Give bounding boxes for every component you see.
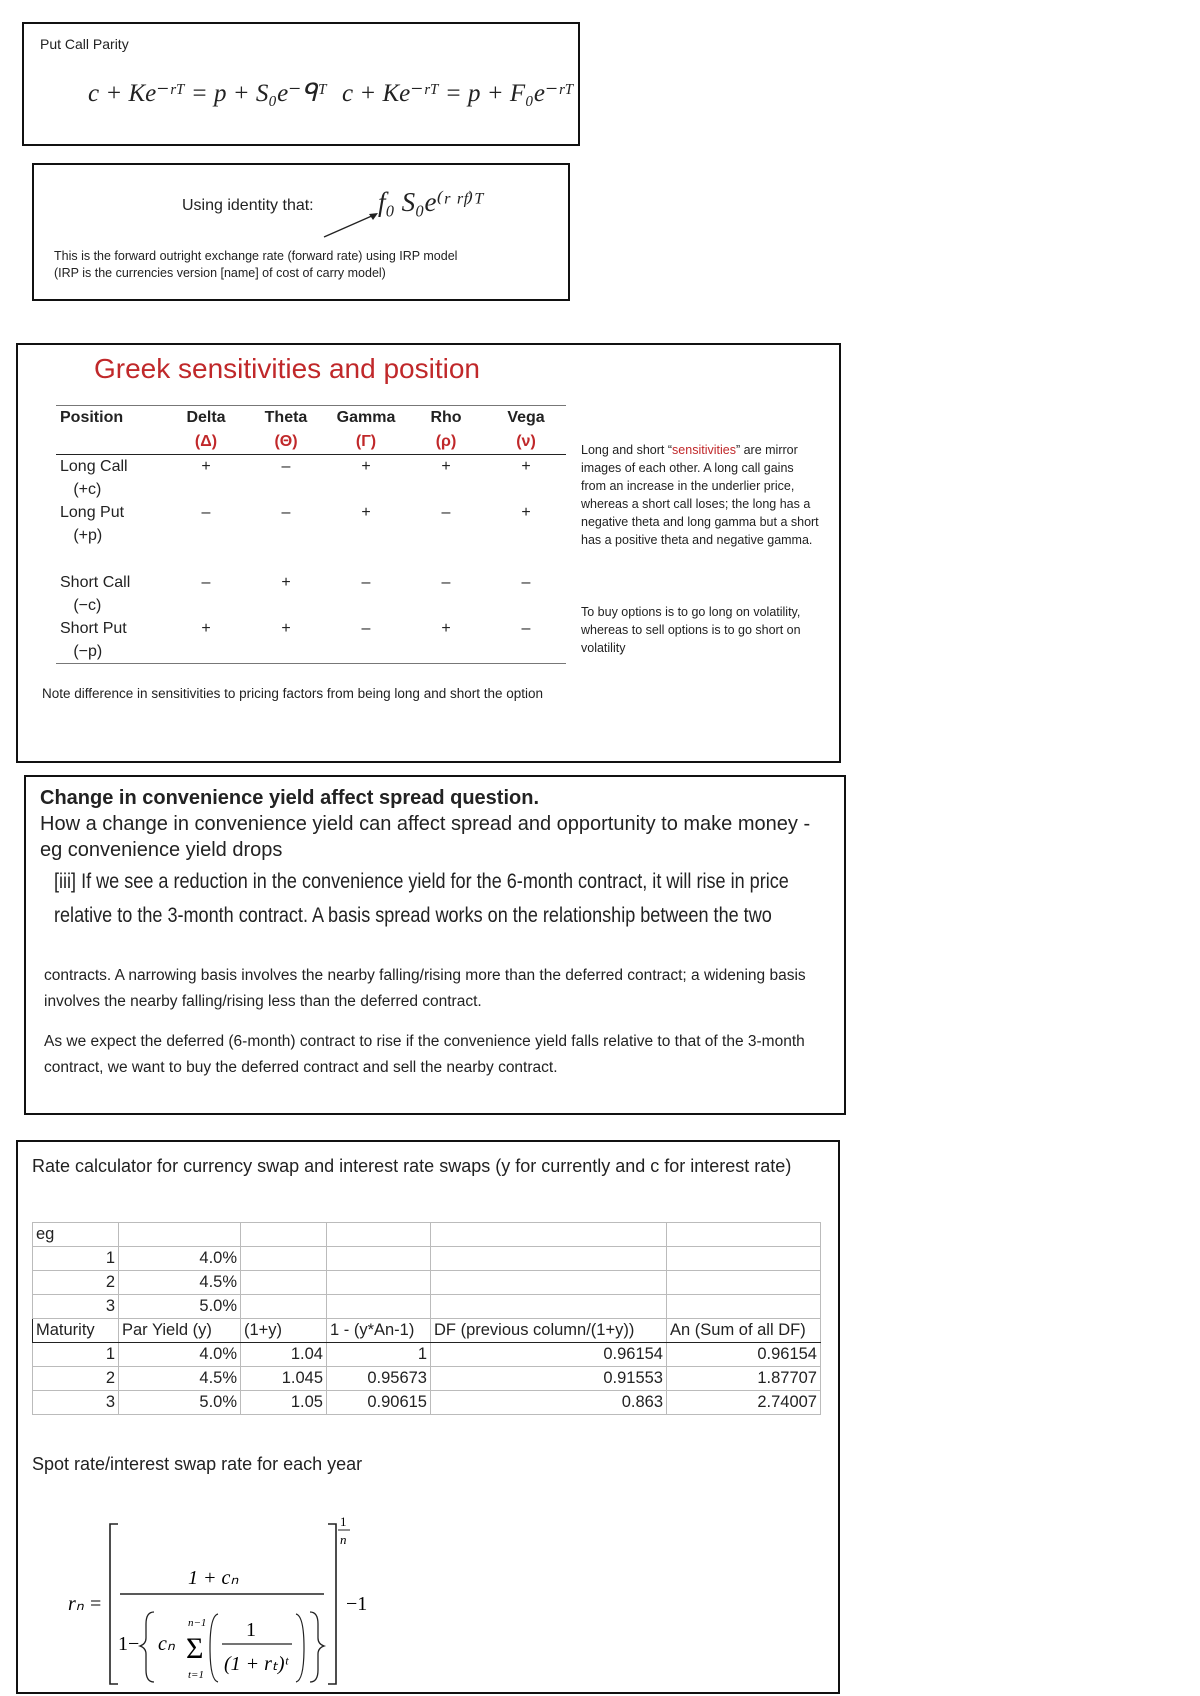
forward-rate-formula: f₀ S₀e⁽ʳ ʳᶠ⁾ᵀ [378,187,484,217]
put-call-parity-formula-forward: c + Ke⁻ʳᵀ = p + F₀e⁻ʳᵀ [342,80,574,107]
forward-rate-identity-box [32,163,570,301]
swap-rate-calculator-box [16,1140,840,1694]
formula-numerator: 1 + cₙ [188,1567,239,1589]
greeks-row-short-put: Short Put (−p) + + – + – [56,617,566,664]
greeks-row-long-call: Long Call (+c) + – + + + [60,458,531,498]
formula-lhs: rₙ = [68,1593,103,1615]
eg-row: 3 5.0% [33,1295,821,1319]
svg-text:n−1: n−1 [188,1617,207,1629]
greek-sensitivities-box [16,343,841,763]
table-row: 1 4.0% 1.04 1 0.96154 0.96154 [33,1343,821,1367]
table-row: 3 5.0% 1.05 0.90615 0.863 2.74007 [33,1391,821,1415]
convenience-yield-box [24,775,846,1115]
svg-text:1−: 1− [118,1633,140,1655]
eg-row: 2 4.5% [33,1271,821,1295]
greeks-header-gamma: Gamma (Γ) [326,406,406,455]
convenience-heading: Change in convenience yield affect spread question. [40,787,540,809]
put-call-parity-box [22,22,580,146]
greeks-header-delta: Delta (Δ) [166,406,246,455]
spot-rate-subtitle: Spot rate/interest swap rate for each year [32,1454,363,1474]
greeks-header-vega: Vega (ν) [486,406,566,455]
convenience-subheading: How a change in convenience yield can affect spread and opportunity to make money - eg convenience yield drops [40,813,811,861]
formula-minus-one: −1 [346,1593,368,1615]
greeks-title: Greek sensitivities and position [94,353,480,384]
svg-text:1: 1 [340,1514,347,1529]
spot-rate-formula [48,1512,388,1692]
arrow-icon [322,209,382,239]
greeks-footnote: Note difference in sensitivities to pricing factors from being long and short the option [42,686,544,701]
greeks-row-short-call: Short Call (−c) – + – – – [60,574,531,614]
svg-text:Σ: Σ [186,1632,204,1665]
svg-text:cₙ: cₙ [158,1633,175,1655]
convenience-excerpt: [iii] If we see a reduction in the convenience yield for the 6-month contract, it will rise in price relative to the 3-month contract. A basis spread works on the relationship between the two [54,870,789,927]
greeks-row-long-put: Long Put (+p) – – + – + [60,504,531,544]
put-call-parity-title: Put Call Parity [40,36,129,52]
swap-calculator-title: Rate calculator for currency swap and interest rate swaps (y for currently and c for interest rate) [32,1156,792,1176]
convenience-paragraph-basis: contracts. A narrowing basis involves the nearby falling/rising more than the deferred contract; a widening basis involves the nearby falling/rising less than the deferred contract. [44,967,806,1010]
greeks-side-note-volatility: To buy options is to go long on volatility, whereas to sell options is to go short on volatility [581,605,801,655]
greeks-header-rho: Rho (ρ) [406,406,486,455]
put-call-parity-formula-spot: c + Ke⁻ʳᵀ = p + S₀e⁻ᑫᵀ [88,80,327,107]
table-row: 2 4.5% 1.045 0.95673 0.91553 1.87707 [33,1367,821,1391]
identity-label: Using identity that: [182,197,314,214]
eg-row: eg [33,1223,821,1247]
svg-text:1: 1 [246,1619,256,1641]
svg-text:t=1: t=1 [188,1669,204,1681]
swap-table-header: Maturity Par Yield (y) (1+y) 1 - (y*An-1) DF (previous column/(1+y)) An (Sum of all DF) [33,1319,821,1343]
swap-rate-table [32,1222,821,1415]
greeks-side-note-mirror: Long and short “sensitivities” are mirror images of each other. A long call gains from an increase in the underlier price, whereas a short call loses; the long has a negative theta and long gamma but a short has a positive theta and negative gamma. [581,443,819,547]
svg-text:(1 + rₜ)ᵗ: (1 + rₜ)ᵗ [224,1653,288,1675]
convenience-paragraph-trade: As we expect the deferred (6-month) contract to rise if the convenience yield falls relative to that of the 3-month contract, we want to buy the deferred contract and sell the nearby contract. [44,1033,805,1076]
identity-note-line2: (IRP is the currencies version [name] of cost of carry model) [54,266,386,280]
greeks-header-theta: Theta (Θ) [246,406,326,455]
greeks-table [56,405,566,664]
greeks-header-position: Position [56,406,166,455]
eg-row: 1 4.0% [33,1247,821,1271]
identity-note-line1: This is the forward outright exchange rate (forward rate) using IRP model [54,249,458,263]
svg-text:n: n [340,1532,347,1547]
